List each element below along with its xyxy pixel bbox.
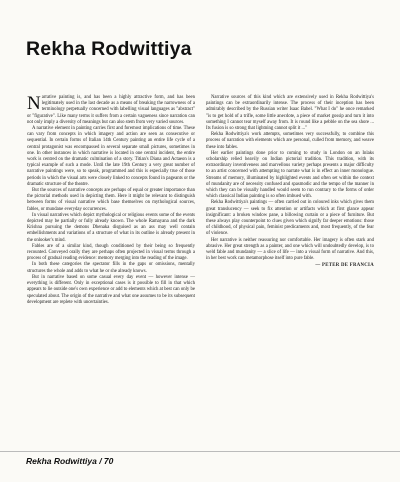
body-paragraph: Her narrative is neither reassuring nor comfortable. Her imagery is often stark and abrasive. Her great strength as a painter, and one which will undoubtedly develop, is to weld fable and mundanity — a slice of life — into a visual form of narrative. And this, in her best work can metamorphose itself into pure fable. — [206, 237, 374, 262]
body-paragraph: Rekha Rodwittiya's work attempts, sometimes very successfully, to combine this process of narration with elements which are personal, culled from memory, and weave these into fables. — [206, 132, 374, 150]
body-paragraph: But the sources of narrative concepts are perhaps of equal or greater importance than the pictorial methods used in depicting them. Here it might be relevant to distinguish between forms of visual narrative which base themselves on mythological sources, fables, or mundane everyday occurrences. — [27, 188, 195, 212]
drop-cap: N — [27, 93, 41, 114]
body-paragraph: In both these categories the spectator fills in the gaps or omissions, mentally structures the whole and adds to what he or she already knows. — [27, 262, 195, 274]
page-title: Rekha Rodwittiya — [26, 38, 192, 60]
body-paragraph: A narrative element in painting carries first and foremost implications of time. These can vary from concepts in which imagery and action are seen as consecutive or sequential. In certain forms of Italian 14th Century painting an entire life cycle of a central protagonist was encompassed in several separate small pictures, sometimes in one. In other instances in which narrative is located in one central incident, the entire work is centred on the dramatic culmination of a story. Titian's Diana and Actaeon is a typical example of such a mode. Until the late 19th Century a very great number of narrative paintings were, so to speak, programmed and this is especially true of those periods in which the visual arts were closely linked to concepts found in pageants or the dramatic structure of the theatre. — [27, 126, 195, 187]
body-paragraph: Her earlier paintings done prior to coming to study in London on an Inlaks scholarship relied heavily on Indian pictorial tradition. This tradition, with its extraordinary inventiveness and marvellous variety perhaps presents a major difficulty to an artist concerned with attempting to narrate what is in effect an inner monologue. Streams of memory, illuminated by highlighted events and often set within the context of mundanity are of necessity confused and spasmodic and the tempo of the manner in which they can be visually handled would seem to run contrary to the forms of order which classical Indian painting is so often imbued with. — [206, 150, 374, 200]
left-column — [27, 95, 195, 445]
body-paragraph: Rekha Rodwittiya's paintings — often carried out in coloured inks which gives them great translucency — seek to fix attention or artifacts which at first glance appear insignificant: a broken window pane, a billowing curtain or a piece of furniture. But these always play counterpoint to clues given which signify far deeper emotions: those of childhood, of physical pain, feminist predicaments and, most frequently, of the fear of violence. — [206, 200, 374, 237]
body-paragraph: Narrative sources of this kind which are extensively used in Rekha Rodwittiya's paintings can be extraordinarily intense. The process of their inception has been admirably described by the Russian writer Isaac Babel. "What I do" he once remarked "is to get hold of a trifle, some little anecdote, a piece of market gossip and turn it into something I cannot tear myself away from. It is round like a pebble on the sea shore ... Its fusion is so strong that lightning cannot split it ..." — [206, 95, 374, 132]
body-paragraph: But in narrative based on some casual every day event — however intense — everything is different. Only in exceptional cases is it possible to fill in that which appears to lie outside one's own experience or add to elements which at best can only be speculated about. The origin of the narrative and what one assumes to be its subsequent development are replete with uncertainties. — [27, 274, 195, 305]
body-paragraph: Narrative painting is, and has been a highly attractive form, and has been legitimately used in the last decade as a means of breaking the narrowness of a terminology perpetually concerned with labelling visual languages as "abstract" or "figurative". Like many terms it suffers from a certain vagueness since narration can not only imply a diversity of meanings but can also stem from very varied sources. — [27, 93, 195, 125]
body-paragraph: Fables are of a similar kind, though conditioned by their being so frequently recounted. Conveyed orally they are perhaps often projected in visual terms through a process of gradual reading evidence: memory merging into the reading of the image. — [27, 243, 195, 262]
footer-divider — [0, 451, 400, 452]
right-column — [206, 95, 374, 341]
author-byline: — PETER DE FRANCIA — [315, 263, 374, 269]
body-paragraph: In visual narratives which depict mythological or religious events some of the events depicted may be partially or fully already known. The whole Ramayana and the dark Krishna pursuing the demons Dhenaka disguised as an ass may well contain embellishments and variations of a structure of what in its outline is already present in the onlooker's mind. — [27, 212, 195, 243]
page-footer: Rekha Rodwittiya / 70 — [26, 456, 114, 466]
